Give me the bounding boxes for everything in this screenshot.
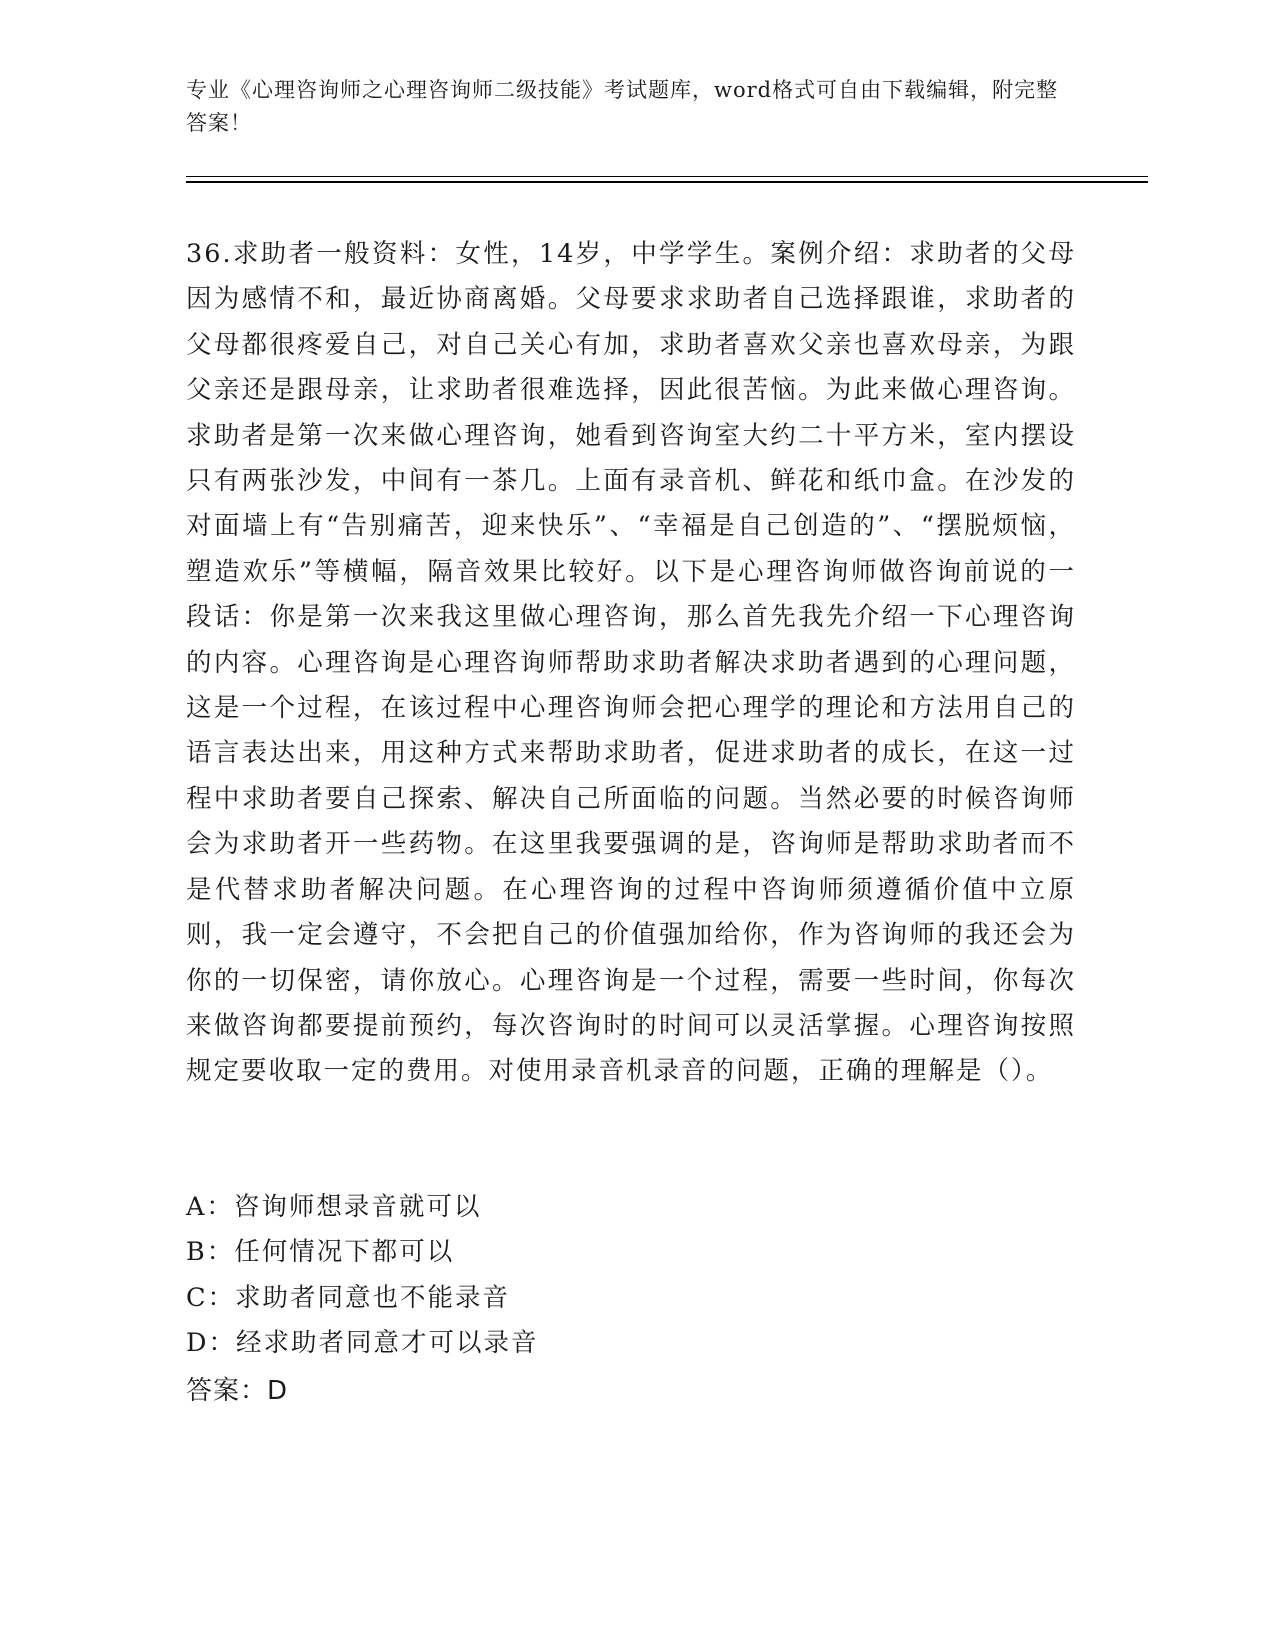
option-c: C：求助者同意也不能录音	[186, 1282, 511, 1313]
answer-text: 答案：D	[186, 1376, 289, 1406]
option-d: D：经求助者同意才可以录音	[186, 1328, 539, 1359]
document-header: 专业《心理咨询师之心理咨询师二级技能》考试题库，word格式可自由下载编辑，附完整答案！	[186, 78, 1059, 135]
option-b: B：任何情况下都可以	[186, 1237, 455, 1268]
header-divider-thick	[186, 181, 1148, 183]
header-divider-thin	[186, 176, 1148, 177]
option-a: A：咨询师想录音就可以	[186, 1192, 482, 1222]
question-text: 36.求助者一般资料：女性，14岁，中学学生。案例介绍：求助者的父母因为感情不和，最近协商离婚。父母要求求助者自己选择跟谁，求助者的父母都很疼爱自己，对自己关心有加，求助者喜欢父亲也喜欢母亲，为跟父亲还是跟母亲，让求助者很难选择，因此很苦恼。为此来做心理咨询。求助者是第一次来做心理咨询，她看到咨询室大约二十平方米，室内摆设只有两张沙发，中间有一茶几。上面有录音机、鲜花和纸巾盒。在沙发的对面墙上有“告别痛苦，迎来快乐”、“幸福是自己创造的”、“摆脱烦恼，塑造欢乐”等横幅，隔音效果比较好。以下是心理咨询师做咨询前说的一段话：你是第一次来我这里做心理咨询，那么首先我先介绍一下心理咨询的内容。心理咨询是心理咨询师帮助求助者解决求助者遇到的心理问题，这是一个过程，在该过程中心理咨询师会把心理学的理论和方法用自己的语言表达出来，用这种方式来帮助求助者，促进求助者的成长，在这一过程中求助者要自己探索、解决自己所面临的问题。当然必要的时候咨询师会为求助者开一些药物。在这里我要强调的是，咨询师是帮助求助者而不是代替求助者解决问题。在心理咨询的过程中咨询师须遵循价值中立原则，我一定会遵守，不会把自己的价值强加给你，作为咨询师的我还会为你的一切保密，请你放心。心理咨询是一个过程，需要一些时间，你每次来做咨询都要提前预约，每次咨询时的时间可以灵活掌握。心理咨询按照规定要收取一定的费用。对使用录音机录音的问题，正确的理解是（）。	[186, 239, 1076, 1087]
options-list	[186, 1185, 1076, 1367]
